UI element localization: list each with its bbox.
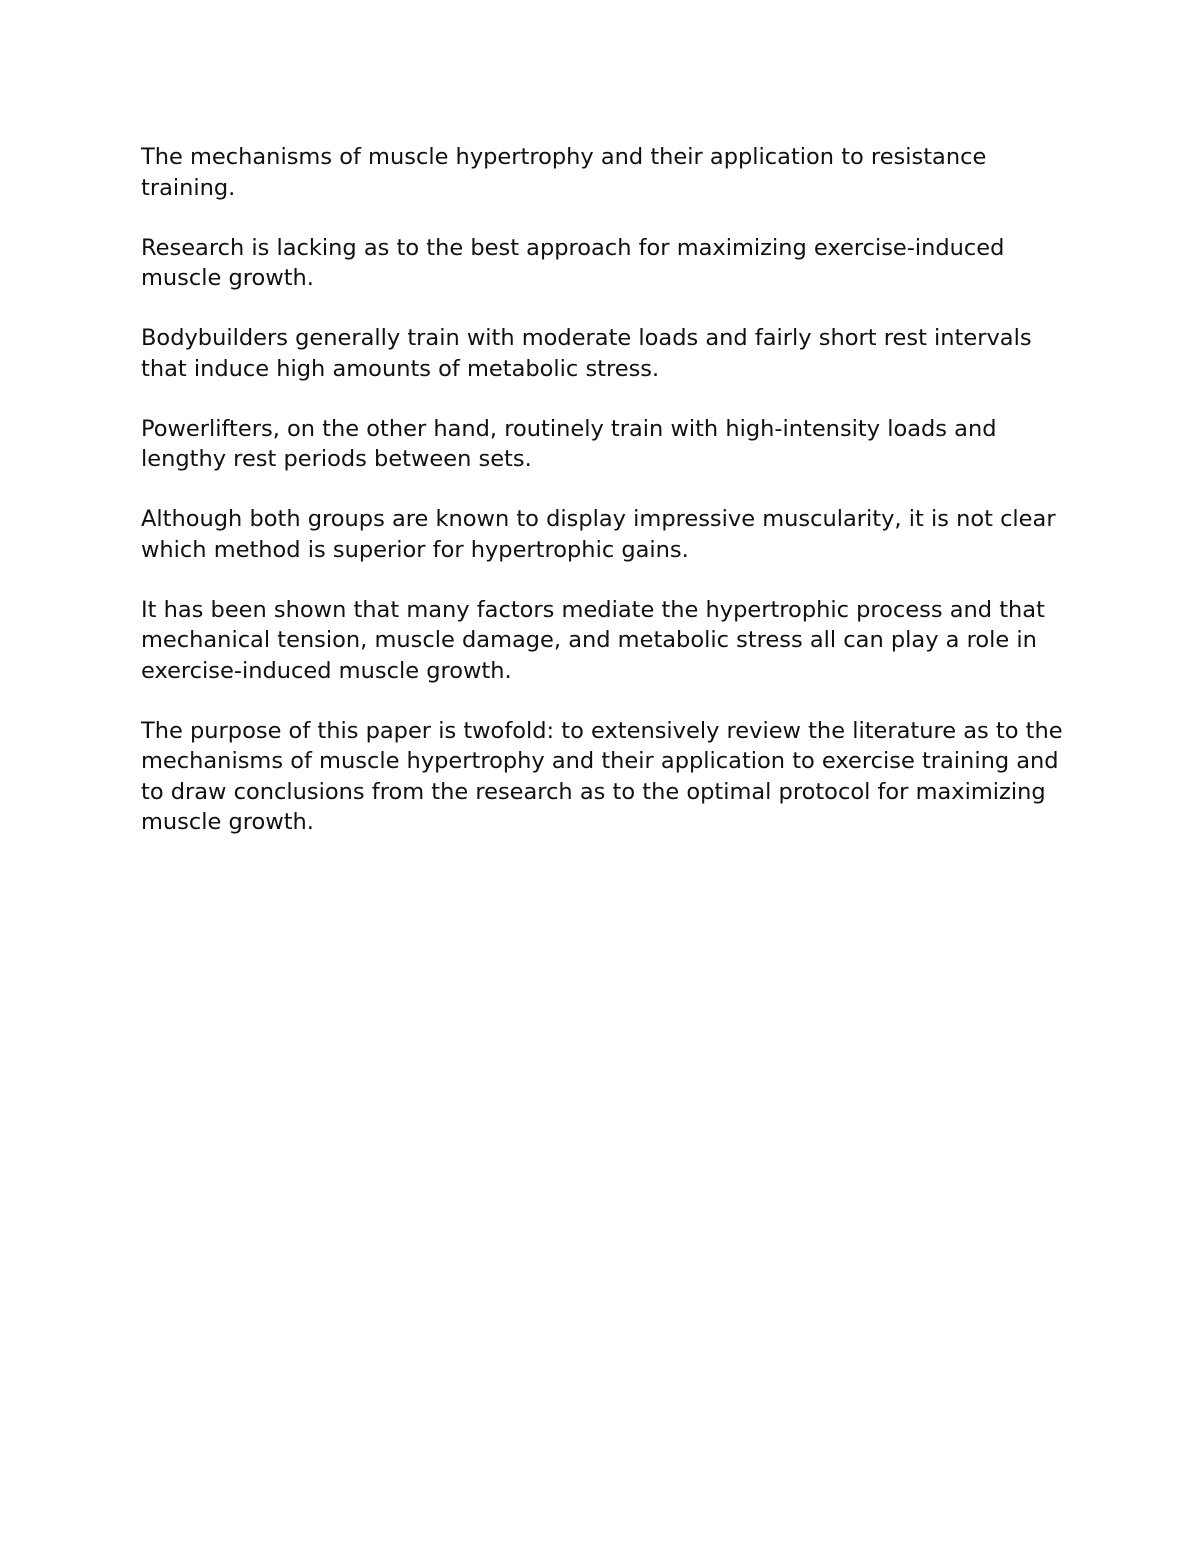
paragraph: Research is lacking as to the best approach for maximizing exercise-induced muscle growth. — [141, 234, 1005, 291]
document-body — [141, 142, 1066, 867]
paragraph: Powerlifters, on the other hand, routinely train with high-intensity loads and lengthy rest periods between sets. — [141, 415, 997, 472]
paragraph: The purpose of this paper is twofold: to extensively review the literature as to the mechanisms of muscle hypertrophy and their application to exercise training and to draw conclusions from the research as to the optimal protocol for maximizing muscle growth. — [141, 717, 1063, 835]
paragraph-title: The mechanisms of muscle hypertrophy and their application to resistance training. — [141, 144, 987, 201]
paragraph: Bodybuilders generally train with moderate loads and fairly short rest intervals that induce high amounts of metabolic stress. — [141, 325, 1032, 382]
paragraph: Although both groups are known to display impressive muscularity, it is not clear which method is superior for hypertrophic gains. — [141, 506, 1056, 563]
paragraph: It has been shown that many factors mediate the hypertrophic process and that mechanical tension, muscle damage, and metabolic stress all can play a role in exercise-induced muscle growth. — [141, 596, 1045, 684]
